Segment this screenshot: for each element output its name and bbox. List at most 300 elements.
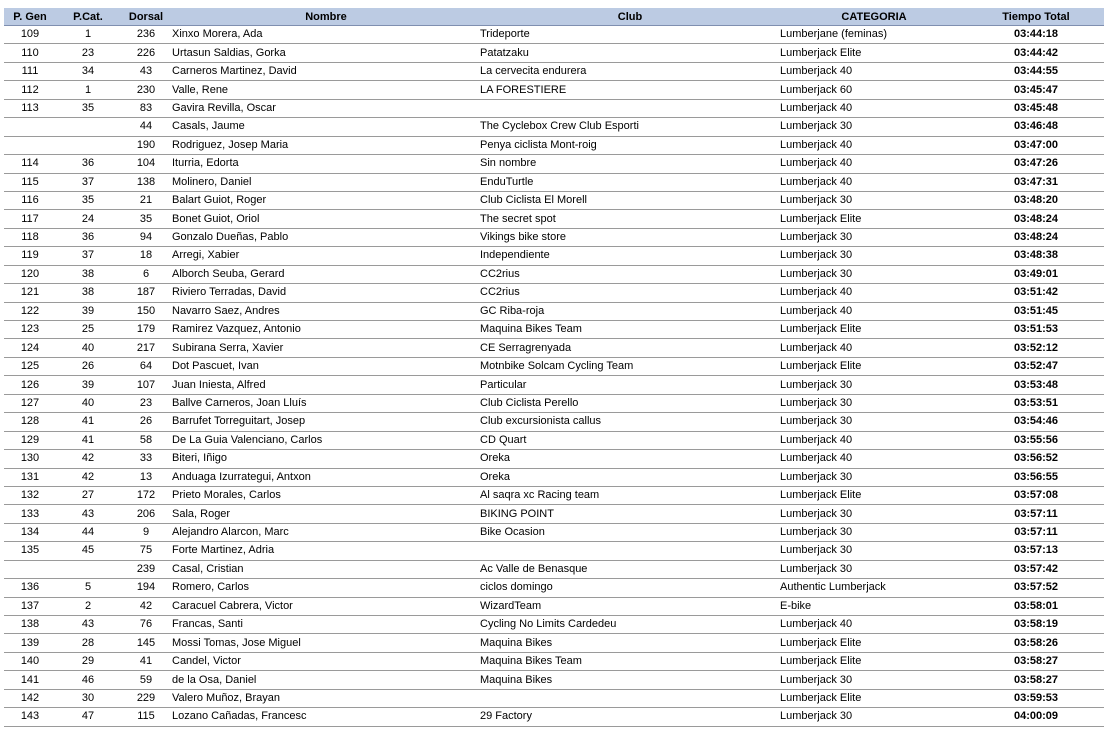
table-row — [4, 357, 1104, 375]
cell-p-gen: 127 — [4, 394, 56, 412]
cell-club: Maquina Bikes Team — [480, 321, 780, 339]
table-row — [4, 708, 1104, 726]
table-row — [4, 542, 1104, 560]
table-row — [4, 616, 1104, 634]
cell-tiempo-total: 03:58:01 — [968, 597, 1104, 615]
cell-categoria: Lumberjack 30 — [780, 191, 968, 209]
cell-nombre: Rodriguez, Josep Maria — [172, 136, 480, 154]
cell-dorsal: 26 — [120, 413, 172, 431]
cell-categoria: Lumberjack 40 — [780, 136, 968, 154]
cell-club: The secret spot — [480, 210, 780, 228]
cell-p-cat: 42 — [56, 450, 120, 468]
cell-club: Motnbike Solcam Cycling Team — [480, 357, 780, 375]
cell-tiempo-total: 03:51:45 — [968, 302, 1104, 320]
table-row — [4, 689, 1104, 707]
table-row — [4, 118, 1104, 136]
cell-categoria: E-bike — [780, 597, 968, 615]
cell-p-gen: 111 — [4, 62, 56, 80]
cell-tiempo-total: 03:45:47 — [968, 81, 1104, 99]
table-row — [4, 339, 1104, 357]
cell-categoria: Lumberjack 40 — [780, 62, 968, 80]
cell-nombre: Caracuel Cabrera, Victor — [172, 597, 480, 615]
cell-p-cat: 34 — [56, 62, 120, 80]
cell-p-gen: 140 — [4, 652, 56, 670]
cell-categoria: Lumberjack 30 — [780, 523, 968, 541]
cell-p-cat: 26 — [56, 357, 120, 375]
cell-club: Cycling No Limits Cardedeu — [480, 616, 780, 634]
cell-categoria: Lumberjack Elite — [780, 210, 968, 228]
cell-tiempo-total: 03:57:08 — [968, 486, 1104, 504]
cell-club: La cervecita endurera — [480, 62, 780, 80]
cell-nombre: Carneros Martinez, David — [172, 62, 480, 80]
cell-nombre: Alejandro Alarcon, Marc — [172, 523, 480, 541]
cell-tiempo-total: 03:48:38 — [968, 247, 1104, 265]
cell-categoria: Lumberjack 30 — [780, 247, 968, 265]
table-row — [4, 652, 1104, 670]
cell-club: Club Ciclista Perello — [480, 394, 780, 412]
cell-categoria: Lumberjack 40 — [780, 431, 968, 449]
cell-dorsal: 138 — [120, 173, 172, 191]
cell-dorsal: 172 — [120, 486, 172, 504]
cell-p-cat: 35 — [56, 191, 120, 209]
cell-tiempo-total: 03:57:11 — [968, 505, 1104, 523]
cell-club: CD Quart — [480, 431, 780, 449]
cell-p-gen: 137 — [4, 597, 56, 615]
cell-p-gen: 124 — [4, 339, 56, 357]
header-row — [4, 8, 1104, 26]
cell-nombre: Ballve Carneros, Joan Lluís — [172, 394, 480, 412]
cell-p-cat: 1 — [56, 81, 120, 99]
table-row — [4, 99, 1104, 117]
cell-tiempo-total: 03:44:42 — [968, 44, 1104, 62]
cell-nombre: Mossi Tomas, Jose Miguel — [172, 634, 480, 652]
cell-nombre: Alborch Seuba, Gerard — [172, 265, 480, 283]
cell-tiempo-total: 03:52:12 — [968, 339, 1104, 357]
cell-p-cat: 41 — [56, 413, 120, 431]
cell-nombre: Gavira Revilla, Oscar — [172, 99, 480, 117]
cell-tiempo-total: 03:55:56 — [968, 431, 1104, 449]
cell-p-gen — [4, 118, 56, 136]
cell-club: Sin nombre — [480, 155, 780, 173]
cell-p-cat: 1 — [56, 26, 120, 44]
cell-club: The Cyclebox Crew Club Esporti — [480, 118, 780, 136]
cell-categoria: Lumberjack Elite — [780, 44, 968, 62]
cell-dorsal: 76 — [120, 616, 172, 634]
header-p-gen[interactable]: P. Gen — [4, 8, 56, 26]
cell-nombre: Navarro Saez, Andres — [172, 302, 480, 320]
cell-tiempo-total: 03:49:01 — [968, 265, 1104, 283]
cell-dorsal: 206 — [120, 505, 172, 523]
cell-dorsal: 41 — [120, 652, 172, 670]
table-row — [4, 634, 1104, 652]
table-row — [4, 136, 1104, 154]
cell-p-cat: 42 — [56, 468, 120, 486]
cell-club — [480, 689, 780, 707]
table-row — [4, 579, 1104, 597]
cell-dorsal: 9 — [120, 523, 172, 541]
table-row — [4, 560, 1104, 578]
cell-tiempo-total: 03:58:19 — [968, 616, 1104, 634]
cell-categoria: Lumberjack 40 — [780, 155, 968, 173]
cell-categoria: Lumberjack 30 — [780, 560, 968, 578]
cell-club: Trideporte — [480, 26, 780, 44]
cell-club: 29 Factory — [480, 708, 780, 726]
cell-categoria: Lumberjack 30 — [780, 265, 968, 283]
cell-dorsal: 23 — [120, 394, 172, 412]
cell-categoria: Lumberjack 30 — [780, 118, 968, 136]
cell-dorsal: 226 — [120, 44, 172, 62]
cell-p-cat: 39 — [56, 376, 120, 394]
cell-tiempo-total: 04:00:09 — [968, 708, 1104, 726]
cell-p-gen: 125 — [4, 357, 56, 375]
cell-p-cat: 25 — [56, 321, 120, 339]
cell-p-cat: 45 — [56, 542, 120, 560]
results-body — [4, 26, 1104, 727]
cell-dorsal: 145 — [120, 634, 172, 652]
cell-p-cat: 36 — [56, 228, 120, 246]
cell-club: Maquina Bikes — [480, 634, 780, 652]
cell-p-cat: 29 — [56, 652, 120, 670]
cell-club: Patatzaku — [480, 44, 780, 62]
cell-p-cat: 44 — [56, 523, 120, 541]
table-row — [4, 523, 1104, 541]
table-row — [4, 450, 1104, 468]
cell-categoria: Lumberjack Elite — [780, 689, 968, 707]
cell-p-gen: 129 — [4, 431, 56, 449]
cell-categoria: Lumberjack 40 — [780, 616, 968, 634]
cell-categoria: Lumberjack 30 — [780, 671, 968, 689]
header-tiempo-total[interactable]: Tiempo Total — [968, 8, 1104, 26]
header-nombre[interactable]: Nombre — [172, 8, 480, 26]
cell-club — [480, 99, 780, 117]
cell-nombre: Sala, Roger — [172, 505, 480, 523]
cell-p-cat: 43 — [56, 505, 120, 523]
table-row — [4, 413, 1104, 431]
cell-dorsal: 94 — [120, 228, 172, 246]
cell-p-gen: 122 — [4, 302, 56, 320]
cell-p-gen: 131 — [4, 468, 56, 486]
cell-nombre: Valle, Rene — [172, 81, 480, 99]
table-row — [4, 486, 1104, 504]
table-row — [4, 247, 1104, 265]
cell-tiempo-total: 03:57:42 — [968, 560, 1104, 578]
cell-categoria: Lumberjack Elite — [780, 321, 968, 339]
cell-p-gen: 110 — [4, 44, 56, 62]
cell-p-cat: 36 — [56, 155, 120, 173]
table-row — [4, 191, 1104, 209]
table-row — [4, 44, 1104, 62]
cell-tiempo-total: 03:44:18 — [968, 26, 1104, 44]
cell-p-gen: 109 — [4, 26, 56, 44]
cell-p-cat: 27 — [56, 486, 120, 504]
cell-p-cat: 46 — [56, 671, 120, 689]
cell-dorsal: 13 — [120, 468, 172, 486]
cell-dorsal: 83 — [120, 99, 172, 117]
cell-nombre: Barrufet Torreguitart, Josep — [172, 413, 480, 431]
cell-nombre: Casal, Cristian — [172, 560, 480, 578]
cell-categoria: Authentic Lumberjack — [780, 579, 968, 597]
cell-tiempo-total: 03:51:42 — [968, 284, 1104, 302]
cell-categoria: Lumberjack Elite — [780, 634, 968, 652]
cell-tiempo-total: 03:45:48 — [968, 99, 1104, 117]
cell-club: CC2rius — [480, 265, 780, 283]
table-row — [4, 210, 1104, 228]
cell-nombre: Casals, Jaume — [172, 118, 480, 136]
cell-p-cat: 41 — [56, 431, 120, 449]
cell-dorsal: 21 — [120, 191, 172, 209]
cell-nombre: Anduaga Izurrategui, Antxon — [172, 468, 480, 486]
cell-dorsal: 179 — [120, 321, 172, 339]
cell-p-gen: 142 — [4, 689, 56, 707]
table-row — [4, 155, 1104, 173]
cell-p-cat: 38 — [56, 284, 120, 302]
cell-nombre: Forte Martinez, Adria — [172, 542, 480, 560]
cell-nombre: Prieto Morales, Carlos — [172, 486, 480, 504]
cell-tiempo-total: 03:57:13 — [968, 542, 1104, 560]
cell-p-gen: 141 — [4, 671, 56, 689]
cell-categoria: Lumberjack 40 — [780, 99, 968, 117]
cell-nombre: Dot Pascuet, Ivan — [172, 357, 480, 375]
cell-categoria: Lumberjack Elite — [780, 486, 968, 504]
table-row — [4, 26, 1104, 44]
table-row — [4, 505, 1104, 523]
cell-nombre: Arregi, Xabier — [172, 247, 480, 265]
cell-club: Vikings bike store — [480, 228, 780, 246]
cell-club: Club excursionista callus — [480, 413, 780, 431]
cell-p-cat: 37 — [56, 247, 120, 265]
cell-dorsal: 190 — [120, 136, 172, 154]
cell-dorsal: 194 — [120, 579, 172, 597]
cell-dorsal: 75 — [120, 542, 172, 560]
cell-dorsal: 33 — [120, 450, 172, 468]
cell-club: Club Ciclista El Morell — [480, 191, 780, 209]
cell-nombre: Balart Guiot, Roger — [172, 191, 480, 209]
cell-tiempo-total: 03:44:55 — [968, 62, 1104, 80]
header-club[interactable]: Club — [480, 8, 780, 26]
cell-dorsal: 44 — [120, 118, 172, 136]
table-row — [4, 321, 1104, 339]
cell-categoria: Lumberjack 30 — [780, 505, 968, 523]
cell-p-gen — [4, 560, 56, 578]
cell-categoria: Lumberjane (feminas) — [780, 26, 968, 44]
cell-categoria: Lumberjack 40 — [780, 339, 968, 357]
cell-nombre: De La Guia Valenciano, Carlos — [172, 431, 480, 449]
cell-club: Ac Valle de Benasque — [480, 560, 780, 578]
cell-tiempo-total: 03:59:53 — [968, 689, 1104, 707]
cell-club: EnduTurtle — [480, 173, 780, 191]
cell-p-cat: 28 — [56, 634, 120, 652]
cell-p-gen: 117 — [4, 210, 56, 228]
cell-club: LA FORESTIERE — [480, 81, 780, 99]
cell-p-cat: 47 — [56, 708, 120, 726]
cell-club: GC Riba-roja — [480, 302, 780, 320]
cell-dorsal: 107 — [120, 376, 172, 394]
table-row — [4, 228, 1104, 246]
cell-p-gen: 128 — [4, 413, 56, 431]
header-categoria[interactable]: CATEGORIA — [780, 8, 968, 26]
cell-nombre: Biteri, Iñigo — [172, 450, 480, 468]
cell-club: Particular — [480, 376, 780, 394]
cell-categoria: Lumberjack 30 — [780, 228, 968, 246]
cell-club: Oreka — [480, 450, 780, 468]
cell-p-cat: 24 — [56, 210, 120, 228]
cell-dorsal: 239 — [120, 560, 172, 578]
cell-club: Maquina Bikes — [480, 671, 780, 689]
table-row — [4, 302, 1104, 320]
cell-nombre: Lozano Cañadas, Francesc — [172, 708, 480, 726]
cell-tiempo-total: 03:54:46 — [968, 413, 1104, 431]
cell-nombre: Romero, Carlos — [172, 579, 480, 597]
cell-p-gen: 132 — [4, 486, 56, 504]
cell-p-cat — [56, 136, 120, 154]
cell-nombre: Francas, Santi — [172, 616, 480, 634]
cell-nombre: Urtasun Saldias, Gorka — [172, 44, 480, 62]
cell-categoria: Lumberjack 60 — [780, 81, 968, 99]
cell-dorsal: 35 — [120, 210, 172, 228]
cell-p-gen: 134 — [4, 523, 56, 541]
cell-categoria: Lumberjack 40 — [780, 302, 968, 320]
cell-p-cat — [56, 560, 120, 578]
cell-tiempo-total: 03:56:52 — [968, 450, 1104, 468]
cell-categoria: Lumberjack 30 — [780, 394, 968, 412]
cell-club: CC2rius — [480, 284, 780, 302]
cell-tiempo-total: 03:58:27 — [968, 671, 1104, 689]
table-row — [4, 597, 1104, 615]
cell-p-gen: 116 — [4, 191, 56, 209]
header-p-cat[interactable]: P.Cat. — [56, 8, 120, 26]
cell-club: ciclos domingo — [480, 579, 780, 597]
cell-club: CE Serragrenyada — [480, 339, 780, 357]
cell-club — [480, 542, 780, 560]
cell-dorsal: 150 — [120, 302, 172, 320]
cell-p-cat — [56, 118, 120, 136]
cell-club: Al saqra xc Racing team — [480, 486, 780, 504]
cell-tiempo-total: 03:53:51 — [968, 394, 1104, 412]
cell-tiempo-total: 03:52:47 — [968, 357, 1104, 375]
cell-p-gen: 143 — [4, 708, 56, 726]
cell-p-cat: 38 — [56, 265, 120, 283]
table-row — [4, 265, 1104, 283]
cell-dorsal: 59 — [120, 671, 172, 689]
cell-categoria: Lumberjack 30 — [780, 413, 968, 431]
cell-dorsal: 229 — [120, 689, 172, 707]
header-dorsal[interactable]: Dorsal — [120, 8, 172, 26]
cell-p-cat: 2 — [56, 597, 120, 615]
cell-dorsal: 104 — [120, 155, 172, 173]
cell-p-cat: 40 — [56, 394, 120, 412]
cell-tiempo-total: 03:51:53 — [968, 321, 1104, 339]
cell-nombre: Bonet Guiot, Oriol — [172, 210, 480, 228]
cell-tiempo-total: 03:57:11 — [968, 523, 1104, 541]
cell-nombre: Candel, Victor — [172, 652, 480, 670]
table-row — [4, 431, 1104, 449]
cell-nombre: Ramirez Vazquez, Antonio — [172, 321, 480, 339]
cell-nombre: Riviero Terradas, David — [172, 284, 480, 302]
cell-club: Maquina Bikes Team — [480, 652, 780, 670]
table-row — [4, 394, 1104, 412]
cell-tiempo-total: 03:57:52 — [968, 579, 1104, 597]
cell-p-gen: 120 — [4, 265, 56, 283]
cell-p-gen: 121 — [4, 284, 56, 302]
cell-nombre: Molinero, Daniel — [172, 173, 480, 191]
cell-p-gen: 126 — [4, 376, 56, 394]
cell-p-gen: 123 — [4, 321, 56, 339]
results-table — [4, 8, 1104, 727]
cell-dorsal: 115 — [120, 708, 172, 726]
cell-p-gen: 112 — [4, 81, 56, 99]
cell-p-gen — [4, 136, 56, 154]
cell-tiempo-total: 03:48:24 — [968, 228, 1104, 246]
cell-p-gen: 119 — [4, 247, 56, 265]
cell-tiempo-total: 03:47:26 — [968, 155, 1104, 173]
cell-p-cat: 30 — [56, 689, 120, 707]
cell-dorsal: 187 — [120, 284, 172, 302]
cell-p-gen: 115 — [4, 173, 56, 191]
cell-nombre: Valero Muñoz, Brayan — [172, 689, 480, 707]
cell-nombre: Iturria, Edorta — [172, 155, 480, 173]
cell-club: Penya ciclista Mont-roig — [480, 136, 780, 154]
cell-categoria: Lumberjack 40 — [780, 173, 968, 191]
cell-nombre: Juan Iniesta, Alfred — [172, 376, 480, 394]
cell-club: Oreka — [480, 468, 780, 486]
cell-p-cat: 37 — [56, 173, 120, 191]
cell-dorsal: 230 — [120, 81, 172, 99]
table-row — [4, 62, 1104, 80]
cell-tiempo-total: 03:48:24 — [968, 210, 1104, 228]
cell-dorsal: 42 — [120, 597, 172, 615]
cell-dorsal: 58 — [120, 431, 172, 449]
cell-p-cat: 39 — [56, 302, 120, 320]
cell-tiempo-total: 03:47:00 — [968, 136, 1104, 154]
cell-p-cat: 40 — [56, 339, 120, 357]
table-row — [4, 173, 1104, 191]
cell-dorsal: 18 — [120, 247, 172, 265]
cell-p-gen: 136 — [4, 579, 56, 597]
cell-dorsal: 64 — [120, 357, 172, 375]
cell-club: Bike Ocasion — [480, 523, 780, 541]
cell-categoria: Lumberjack 40 — [780, 450, 968, 468]
cell-dorsal: 6 — [120, 265, 172, 283]
table-row — [4, 81, 1104, 99]
cell-p-gen: 138 — [4, 616, 56, 634]
cell-dorsal: 236 — [120, 26, 172, 44]
cell-nombre: Gonzalo Dueñas, Pablo — [172, 228, 480, 246]
cell-club: WizardTeam — [480, 597, 780, 615]
cell-p-cat: 35 — [56, 99, 120, 117]
cell-p-gen: 130 — [4, 450, 56, 468]
cell-tiempo-total: 03:48:20 — [968, 191, 1104, 209]
cell-tiempo-total: 03:58:27 — [968, 652, 1104, 670]
cell-categoria: Lumberjack Elite — [780, 357, 968, 375]
cell-club: BIKING POINT — [480, 505, 780, 523]
cell-p-gen: 113 — [4, 99, 56, 117]
cell-nombre: Xinxo Morera, Ada — [172, 26, 480, 44]
cell-p-gen: 139 — [4, 634, 56, 652]
cell-categoria: Lumberjack 30 — [780, 468, 968, 486]
cell-categoria: Lumberjack Elite — [780, 652, 968, 670]
cell-tiempo-total: 03:46:48 — [968, 118, 1104, 136]
cell-categoria: Lumberjack 30 — [780, 542, 968, 560]
cell-p-cat: 5 — [56, 579, 120, 597]
cell-categoria: Lumberjack 40 — [780, 284, 968, 302]
cell-tiempo-total: 03:58:26 — [968, 634, 1104, 652]
table-row — [4, 468, 1104, 486]
cell-categoria: Lumberjack 30 — [780, 376, 968, 394]
table-row — [4, 284, 1104, 302]
cell-p-gen: 114 — [4, 155, 56, 173]
cell-dorsal: 217 — [120, 339, 172, 357]
cell-tiempo-total: 03:47:31 — [968, 173, 1104, 191]
